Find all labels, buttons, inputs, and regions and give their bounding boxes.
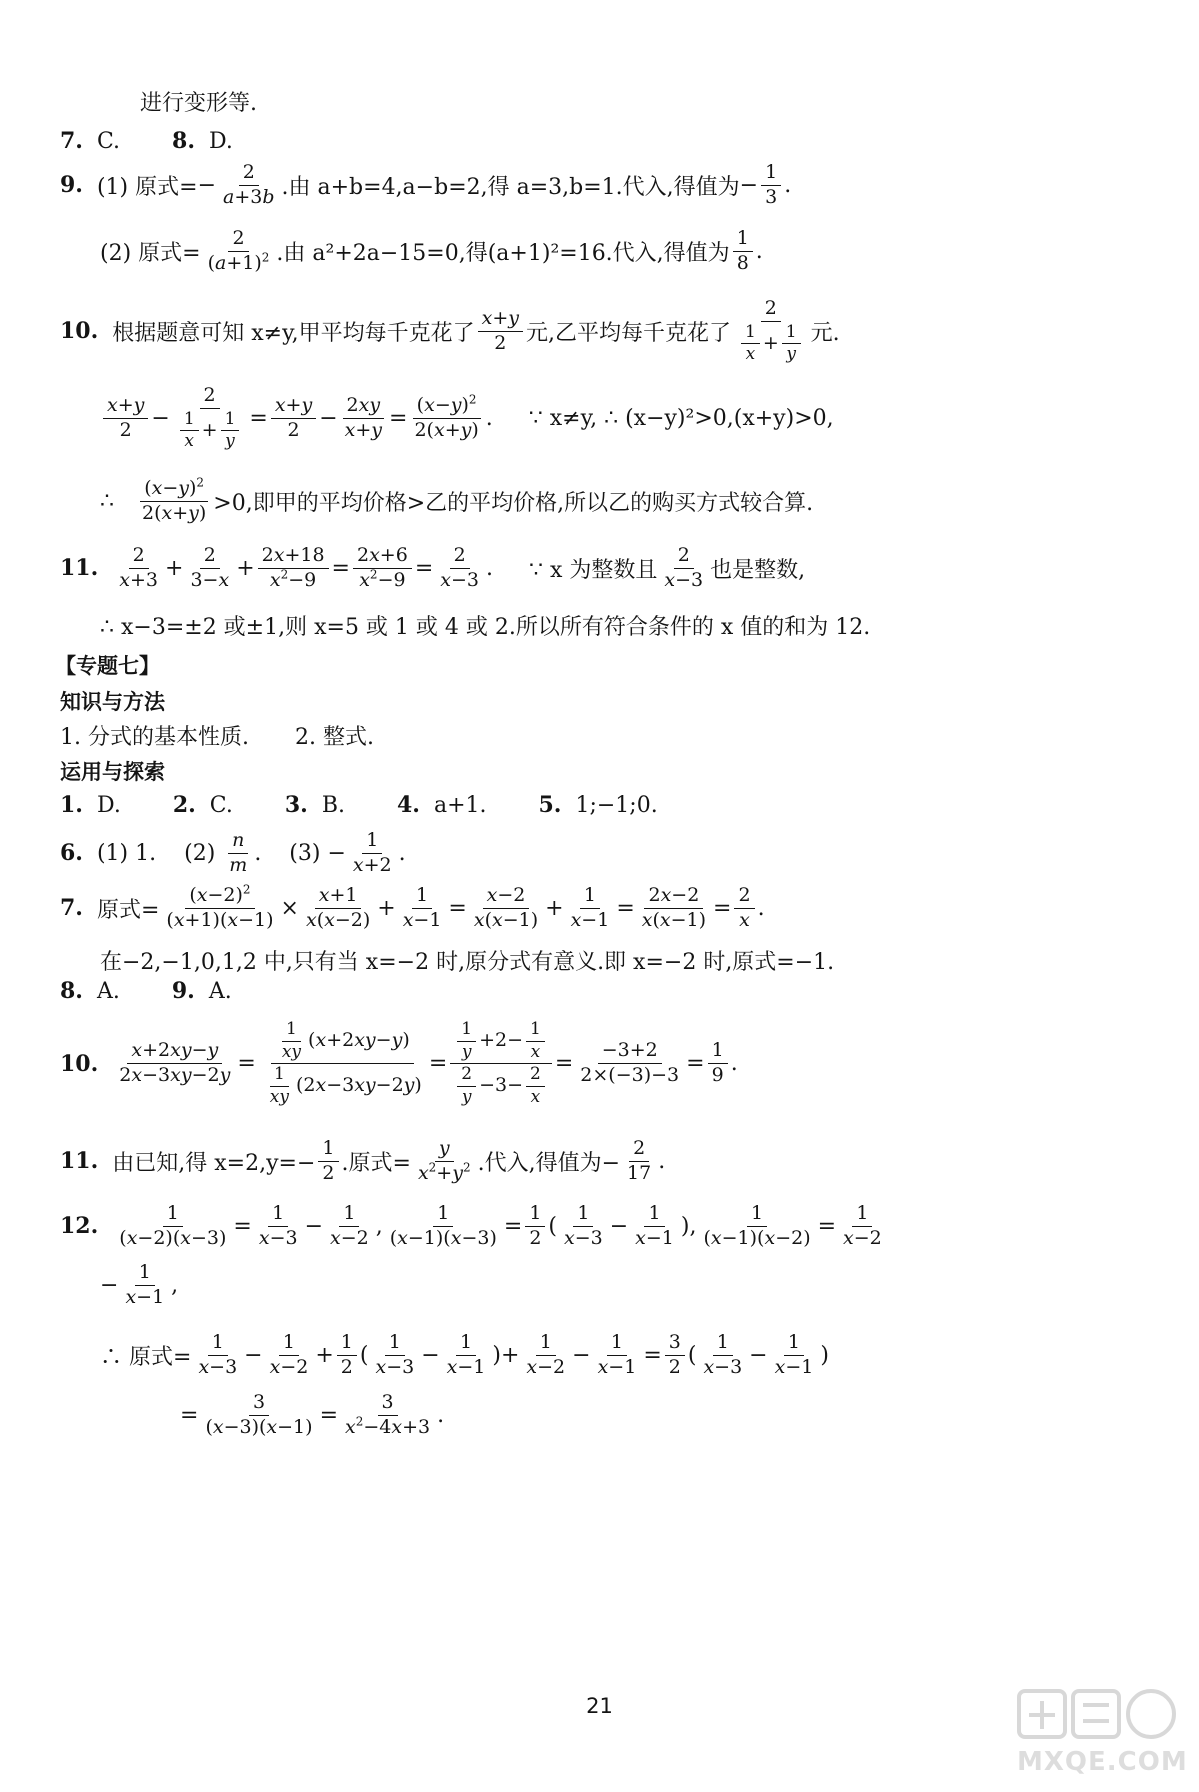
p12-line4: = $\frac{3}{(x-3)(x-1)}$ = $\frac{3}{x^2-4x+3}$ . <box>180 1391 445 1438</box>
section-title: 【专题七】 <box>55 654 160 678</box>
q10-line3: ∴ $\frac{(x-y)^2}{2(x+y)}$ >0,即甲的平均价格>乙的平均价格,所以乙的购买方式较合算. <box>100 475 814 524</box>
q10-line1: 10. 根据题意可知 x≠y,甲平均每千克花了 $\frac{x+y}{2}$ 元,乙平均每千克花了 2 $\frac{1}{x}$ + $\frac{1}{y}$ 元. <box>60 297 840 365</box>
q7-number: 7. <box>60 128 83 154</box>
p12-line1: 12. $\frac{1}{(x-2)(x-3)}$ = $\frac{1}{x-3}$ − $\frac{1}{x-2}$ , $\frac{1}{(x-1)(x-3)}$ = $\frac{1}{2}$ ( $\frac{1}{x-3}$ − $\frac{1}{x-1}$ ), $\frac{1}{(x-1)(x-2)}$ = $\frac{1}{x-2}$ <box>60 1202 882 1249</box>
q7-answer: C. <box>96 128 121 154</box>
q8-number: 8. <box>172 128 195 154</box>
q11-line2: ∴ x−3=±2 或±1,则 x=5 或 1 或 4 或 2.所以所有符合条件的 x 值的和为 12. <box>100 615 871 640</box>
p10-line: 10. $\frac{x+2xy-y}{2x-3xy-2y}$ = $\frac{1}{xy}$ (x+2xy−y) $\frac{1}{xy}$ (2x−3xy−2y) = $\frac{1}{y}$ +2− $\frac{1}{x}$ $\frac{2}{y}$ −3− $\frac{2}{x}$ = $\frac{-3+2}{2\times(-3)-3}$ = $\frac{1}{9}$ . <box>60 1019 738 1107</box>
q10-line2: $\frac{x+y}{2}$ − 2 $\frac{1}{x}$ + $\frac{1}{y}$ = $\frac{x+y}{2}$ − $\frac{2xy}{x+y}$ = $\frac{(x-y)^2}{2(x+y)}$ . ∵ x≠y, ∴ (x−y)²>0,(x+y)>0, <box>100 385 1190 452</box>
q11-number: 11. <box>60 555 99 582</box>
q9-number: 9. <box>60 172 83 199</box>
subsection-knowledge: 知识与方法 <box>60 690 165 714</box>
p11-line: 11. 由已知,得 x=2,y=− $\frac{1}{2}$ .原式= $\frac{y}{x^2+y^2}$ .代入,得值为− $\frac{2}{17}$ . <box>60 1137 666 1184</box>
p6-line: 6. (1) 1. (2) $\frac{n}{m}$ . (3) − $\frac{1}{x+2}$ . <box>60 829 406 876</box>
q9-fraction-2: $\frac{2}{(a+1)^2}$ <box>207 227 270 274</box>
q10-number: 10. <box>60 318 99 345</box>
watermark-logo <box>1015 1685 1188 1781</box>
subsection-practice: 运用与探索 <box>60 760 165 784</box>
p12-line2: − $\frac{1}{x-1}$ , <box>100 1261 179 1308</box>
p7-line2: 在−2,−1,0,1,2 中,只有当 x=−2 时,原分式有意义.即 x=−2 时,原式=−1. <box>100 950 835 975</box>
knowledge-answers: 1. 分式的基本性质. 2. 整式. <box>60 725 374 750</box>
q8-answer: D. <box>208 128 233 154</box>
line-continuation: 进行变形等. <box>140 91 257 116</box>
q9-fraction-1: $\frac{2}{a+3b}$ <box>223 161 275 208</box>
page-number: 21 <box>586 1694 613 1718</box>
q9-part1: 9. (1) 原式= − $\frac{2}{a+3b}$ .由 a+b=4,a−b=2,得 a=3,b=1.代入,得值为 − $\frac{1}{3}$ . <box>60 161 792 208</box>
answers-1-5: 1. D. 2. C. 3. B. 4. a+1. 5. 1;−1;0. <box>60 792 658 818</box>
q11-line1: 11. $\frac{2}{x+3}$ + $\frac{2}{3-x}$ + $\frac{2x+18}{x^2-9}$ = $\frac{2x+6}{x^2-9}$ = $\frac{2}{x-3}$ . ∵ x 为整数且 $\frac{2}{x-3}$ 也是整数, <box>60 544 806 591</box>
watermark-answer-icon <box>1015 1685 1180 1747</box>
p12-line3: ∴ 原式= $\frac{1}{x-3}$ − $\frac{1}{x-2}$ + $\frac{1}{2}$ ( $\frac{1}{x-3}$ − $\frac{1}{x-1}$ )+ $\frac{1}{x-2}$ − $\frac{1}{x-1}$ = $\frac{3}{2}$ ( $\frac{1}{x-3}$ − $\frac{1}{x-1}$ ) <box>100 1331 829 1378</box>
q7-q8-line <box>60 128 1150 154</box>
p7-line1: 7. 原式= $\frac{(x-2)^2}{(x+1)(x-1)}$ × $\frac{x+1}{x(x-2)}$ + $\frac{1}{x-1}$ = $\frac{x-2}{x(x-1)}$ + $\frac{1}{x-1}$ = $\frac{2x-2}{x(x-1)}$ = $\frac{2}{x}$ . <box>60 882 765 931</box>
watermark-text: MXQE.COM <box>1017 1747 1188 1777</box>
q9-part2: (2) 原式= $\frac{2}{(a+1)^2}$ .由 a²+2a−15=0,得(a+1)²=16.代入,得值为 $\frac{1}{8}$ . <box>100 227 763 274</box>
p8-p9-line: 8. A. 9. A. <box>60 978 232 1004</box>
